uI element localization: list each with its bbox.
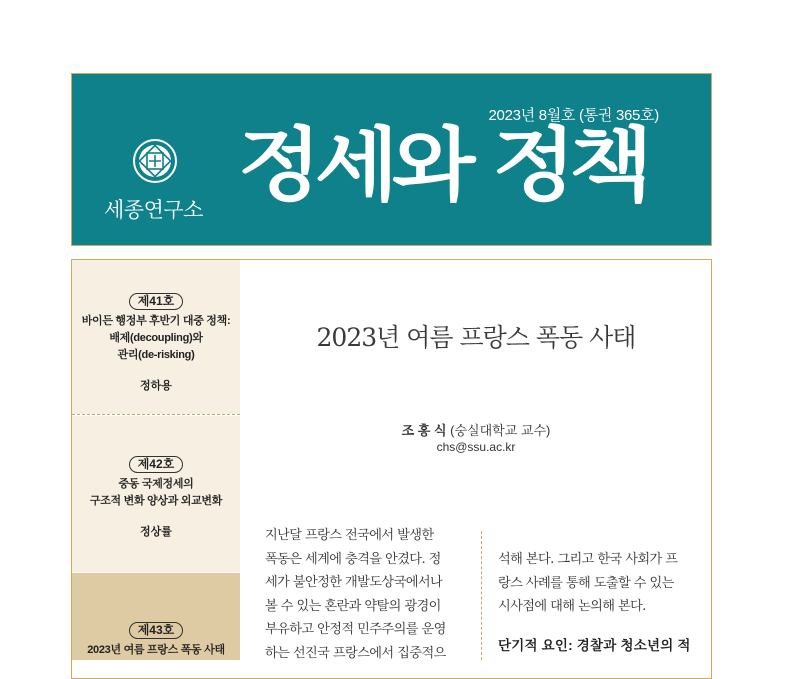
author-name: 조 홍 식 [401, 423, 447, 438]
sidebar-item-title-line: 관리(de-risking) [117, 349, 195, 361]
org-name: 세종연구소 [104, 198, 203, 222]
author-affiliation: (숭실대학교 교수) [450, 423, 551, 438]
column-divider [481, 531, 482, 660]
sidebar-item-title-line: 중동 국제정세의 [118, 478, 194, 490]
issue-number-badge: 제43호 [129, 622, 184, 639]
sidebar-item-41[interactable] [72, 260, 240, 414]
section-subheading: 단기적 요인: 경찰과 청소년의 적 [498, 638, 691, 653]
issue-number-badge: 제41호 [129, 293, 184, 310]
author-email: chs@ssu.ac.kr [436, 440, 516, 454]
sidebar-item-title-line: 2023년 여름 프랑스 폭동 사태 [87, 644, 225, 656]
article-title: 2023년 여름 프랑스 폭동 사태 [316, 323, 636, 352]
sidebar-item-42[interactable] [72, 416, 240, 572]
sidebar-item-43[interactable] [72, 573, 240, 660]
sidebar-item-author: 정하용 [140, 380, 172, 392]
issue-number-badge: 제42호 [129, 456, 184, 473]
sidebar-item-title-line: 바이든 행정부 후반기 대중 정책: [81, 315, 231, 327]
sidebar-item-author: 정상률 [140, 526, 172, 538]
sidebar-item-title-line: 구조적 변화 양상과 외교변화 [89, 495, 223, 507]
journal-header [71, 73, 712, 246]
article-body-left: 지난달 프랑스 전국에서 발생한 폭동은 세계에 충격을 안겼다. 정 세가 불안정한 개발도상국에서나 볼 수 있는 혼란과 약탈의 광경이 부유하고 안정적 민주주의를 운영 하는 선진국 프랑스에서 집중적으 [265, 528, 446, 661]
issue-info: 2023년 8월호 (통권 365호) [488, 107, 659, 124]
sidebar-divider [72, 414, 240, 415]
article-body-right: 석해 본다. 그리고 한국 사회가 프 랑스 사례를 통해 도출할 수 있는 시사점에 대해 논의해 본다. [498, 552, 678, 614]
sidebar-item-title-line: 배제(decoupling)와 [109, 332, 203, 344]
article-author [240, 420, 712, 439]
journal-title: 정세와 정책 [238, 119, 647, 212]
sejong-emblem-icon [132, 138, 178, 184]
